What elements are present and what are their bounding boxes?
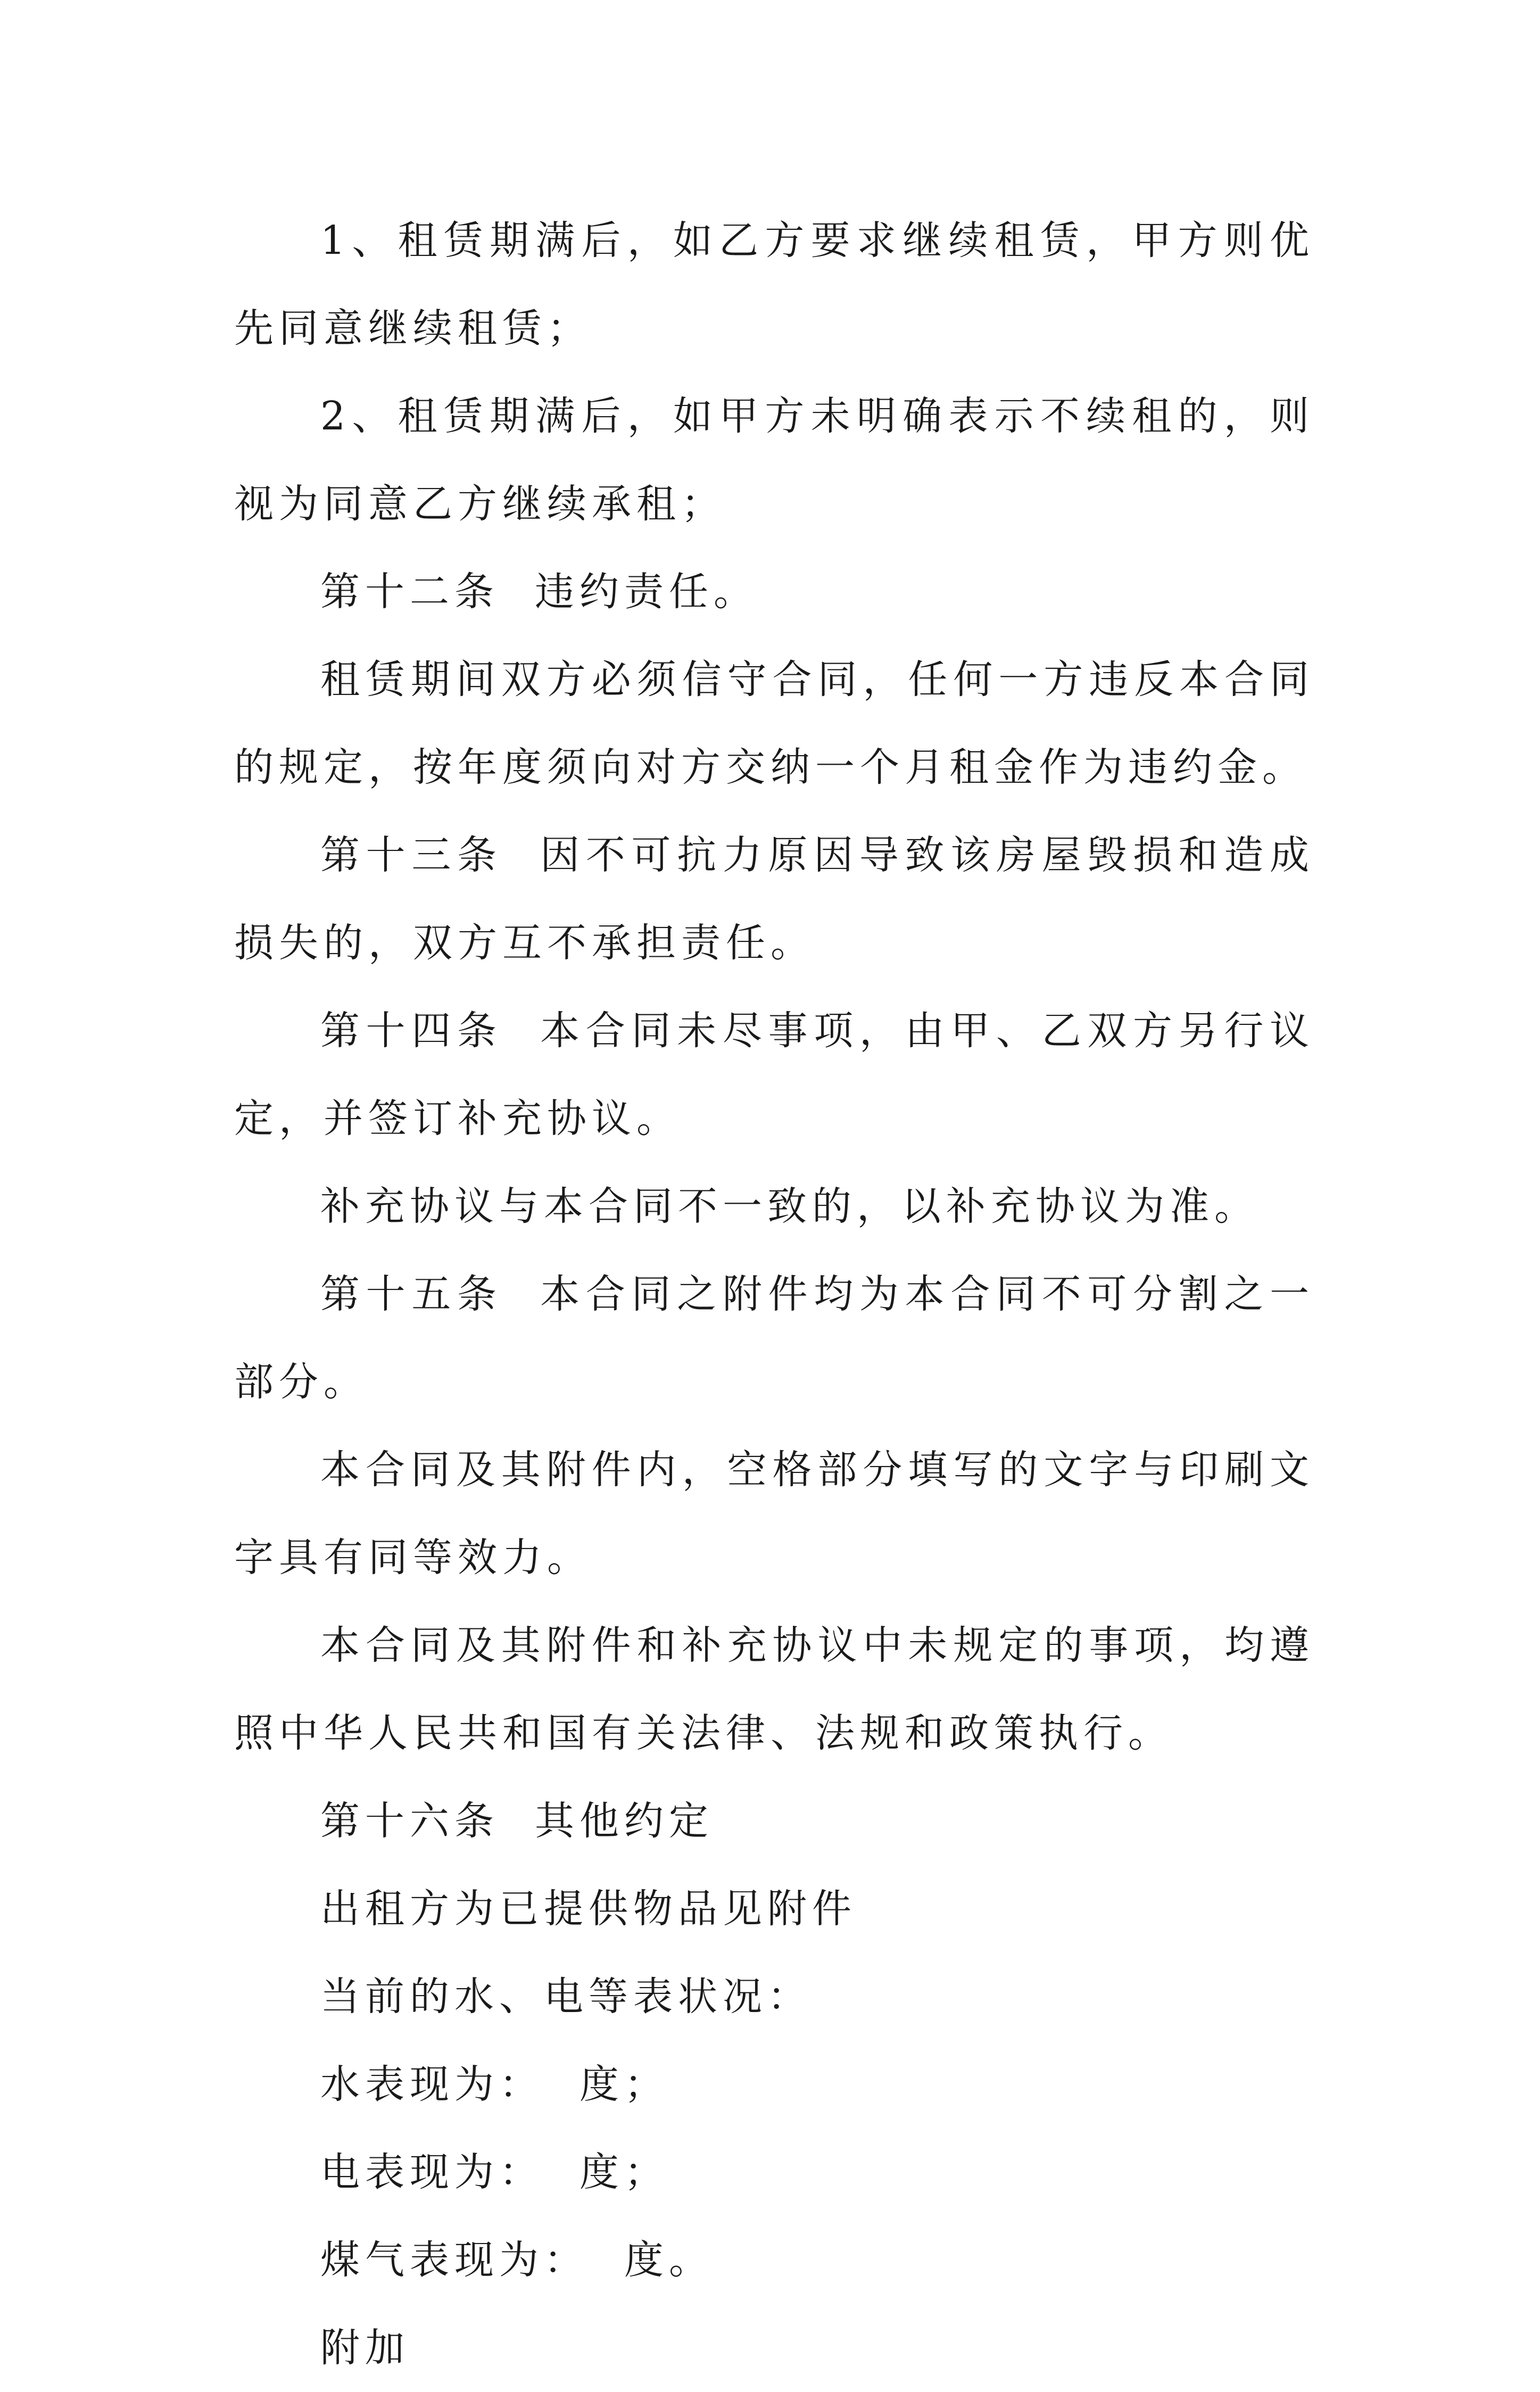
gas-meter-reading: 煤气表现为： 度。 — [320, 2237, 714, 2283]
article-13-force-majeure: 第十三条 因不可抗力原因导致该房屋毁损和造成损失的，双方互不承担责任。 — [234, 832, 1314, 966]
paragraph-blank-fields-validity: 本合同及其附件内，空格部分填写的文字与印刷文字具有同等效力。 — [234, 1447, 1314, 1580]
paragraph-addendum: 附加 — [320, 2325, 410, 2371]
paragraph-renewal-priority: 1、租赁期满后，如乙方要求继续租赁，甲方则优先同意继续租赁； — [234, 218, 1314, 351]
paragraph-renewal-implied: 2、租赁期满后，如甲方未明确表示不续租的，则视为同意乙方继续承租； — [234, 393, 1314, 527]
electric-meter-reading: 电表现为： 度； — [320, 2149, 669, 2195]
document-body — [234, 197, 1314, 2392]
paragraph-meter-status: 当前的水、电等表状况： — [320, 1974, 812, 2019]
water-meter-reading: 水表现为： 度； — [320, 2062, 669, 2107]
paragraph-supplement-precedence: 补充协议与本合同不一致的，以补充协议为准。 — [320, 1183, 1259, 1229]
article-15-attachments: 第十五条 本合同之附件均为本合同不可分割之一部分。 — [234, 1271, 1314, 1405]
paragraph-governing-law: 本合同及其附件和补充协议中未规定的事项，均遵照中华人民共和国有关法律、法规和政策执行。 — [234, 1623, 1314, 1756]
paragraph-breach-penalty: 租赁期间双方必须信守合同，任何一方违反本合同的规定，按年度须向对方交纳一个月租金作为违约金。 — [234, 657, 1314, 790]
article-14-supplementary: 第十四条 本合同未尽事项，由甲、乙双方另行议定，并签订补充协议。 — [234, 1008, 1314, 1141]
paragraph-items-provided: 出租方为已提供物品见附件 — [320, 1886, 857, 1932]
article-16-heading: 第十六条 其他约定 — [320, 1798, 714, 1844]
article-12-heading: 第十二条 违约责任。 — [320, 569, 759, 615]
